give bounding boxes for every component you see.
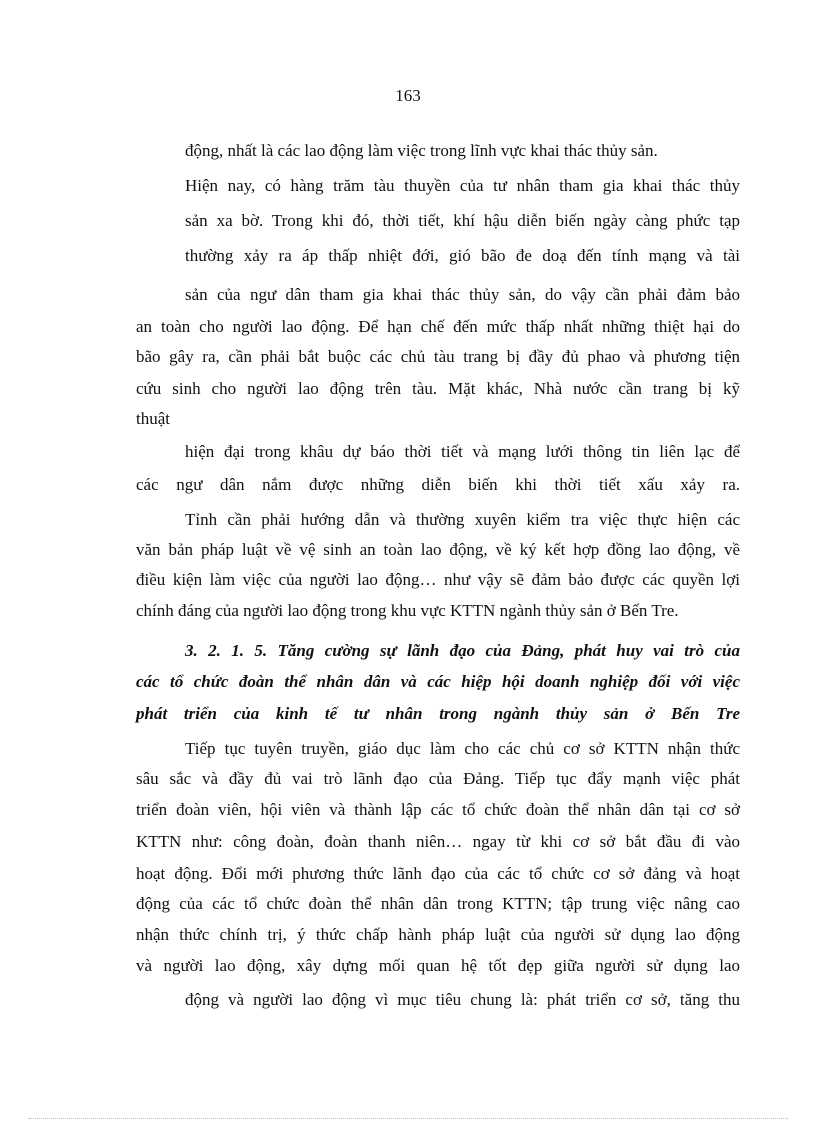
text-line: chính đáng của người lao động trong khu vực KTTN ngành thủy sản ở Bến Tre. <box>136 601 679 620</box>
text-line: triển đoàn viên, hội viên và thành lập các tổ chức đoàn thể nhân dân tại cơ sở <box>136 800 740 819</box>
text-line: cứu sinh cho người lao động trên tàu. Mặt khác, Nhà nước cần trang bị kỹ <box>136 379 740 398</box>
section-heading-line: phát triển của kinh tế tư nhân trong ngành thủy sản ở Bến Tre <box>136 704 740 723</box>
section-heading-line: 3. 2. 1. 5. Tăng cường sự lãnh đạo của Đảng, phát huy vai trò của <box>185 641 740 660</box>
text-line: an toàn cho người lao động. Để hạn chế đến mức thấp nhất những thiệt hại do <box>136 317 740 336</box>
text-line: động, nhất là các lao động làm việc trong lĩnh vực khai thác thủy sản. <box>185 141 658 160</box>
page-number: 163 <box>395 86 421 105</box>
text-line: Tiếp tục tuyên truyền, giáo dục làm cho các chủ cơ sở KTTN nhận thức <box>185 739 740 758</box>
text-line: sâu sắc và đầy đủ vai trò lãnh đạo của Đảng. Tiếp tục đẩy mạnh việc phát <box>136 769 740 788</box>
text-line: các ngư dân nắm được những diễn biến khi thời tiết xấu xảy ra. <box>136 475 740 494</box>
section-heading-line: các tổ chức đoàn thể nhân dân và các hiệp hội doanh nghiệp đối với việc <box>136 672 740 691</box>
text-line: sản xa bờ. Trong khi đó, thời tiết, khí hậu diễn biến ngày càng phức tạp <box>185 211 740 230</box>
text-line: văn bản pháp luật về vệ sinh an toàn lao động, về ký kết hợp đồng lao động, về <box>136 540 740 559</box>
text-line: thường xảy ra áp thấp nhiệt đới, gió bão đe doạ đến tính mạng và tài <box>185 246 740 265</box>
text-line: Tỉnh cần phải hướng dẫn và thường xuyên kiểm tra việc thực hiện các <box>185 510 740 529</box>
text-line: và người lao động, xây dựng mối quan hệ tốt đẹp giữa người sử dụng lao <box>136 956 740 975</box>
text-line: hoạt động. Đổi mới phương thức lãnh đạo của các tổ chức cơ sở đảng và hoạt <box>136 864 740 883</box>
text-line: thuật <box>136 409 170 428</box>
text-line: nhận thức chính trị, ý thức chấp hành pháp luật của người sử dụng lao động <box>136 925 740 944</box>
text-line: động của các tổ chức đoàn thể nhân dân trong KTTN; tập trung việc nâng cao <box>136 894 740 913</box>
text-line: Hiện nay, có hàng trăm tàu thuyền của tư nhân tham gia khai thác thủy <box>185 176 740 195</box>
text-line: bão gây ra, cần phải bắt buộc các chủ tàu trang bị đầy đủ phao và phương tiện <box>136 347 740 366</box>
text-line: sản của ngư dân tham gia khai thác thủy sản, do vậy cần phải đảm bảo <box>185 285 740 304</box>
footer-dotted-rule <box>28 1118 788 1119</box>
text-line: hiện đại trong khâu dự báo thời tiết và mạng lưới thông tin liên lạc để <box>185 442 740 461</box>
text-line: KTTN như: công đoàn, đoàn thanh niên… ngay từ khi cơ sở bắt đầu đi vào <box>136 832 740 851</box>
text-line: động và người lao động vì mục tiêu chung là: phát triển cơ sở, tăng thu <box>185 990 740 1009</box>
text-line: điều kiện làm việc của người lao động… như vậy sẽ đảm bảo được các quyền lợi <box>136 570 740 589</box>
